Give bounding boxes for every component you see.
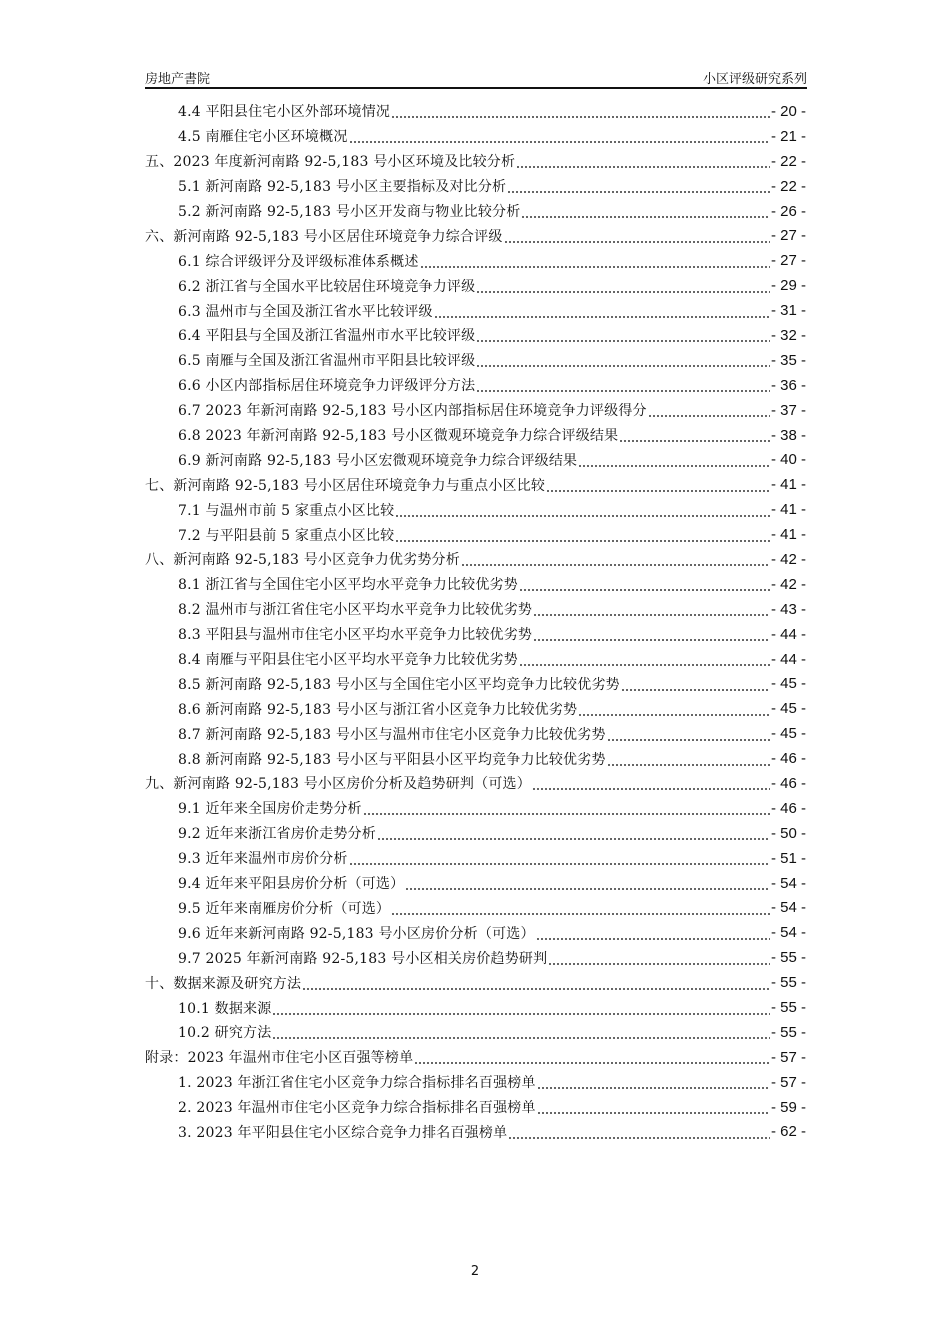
toc-section-entry[interactable] [145, 174, 806, 199]
toc-entry-title: 8.3 平阳县与温州市住宅小区平均水平竞争力比较优劣势 [178, 627, 533, 644]
toc-section-entry[interactable] [145, 796, 806, 821]
toc-dot-leader [405, 878, 770, 892]
toc-entry-page: - 22 - [770, 152, 806, 170]
toc-entry-page: - 43 - [770, 600, 806, 618]
toc-section-entry[interactable] [145, 597, 806, 622]
toc-section-entry[interactable] [145, 1070, 806, 1095]
toc-entry-title: 六、新河南路 92-5,183 号小区居住环境竞争力综合评级 [145, 228, 503, 245]
toc-dot-leader [420, 256, 770, 270]
toc-entry-page: - 41 - [770, 501, 806, 519]
toc-chapter-entry[interactable] [145, 970, 806, 995]
toc-section-entry[interactable] [145, 1095, 806, 1120]
toc-entry-page: - 46 - [770, 774, 806, 792]
toc-section-entry[interactable] [145, 572, 806, 597]
toc-dot-leader [621, 679, 770, 693]
toc-chapter-entry[interactable] [145, 771, 806, 796]
toc-section-entry[interactable] [145, 497, 806, 522]
toc-entry-page: - 21 - [770, 127, 806, 145]
toc-entry-page: - 35 - [770, 351, 806, 369]
toc-dot-leader [537, 1102, 770, 1116]
toc-dot-leader [377, 828, 770, 842]
toc-entry-page: - 57 - [770, 1073, 806, 1091]
toc-entry-page: - 26 - [770, 202, 806, 220]
toc-section-entry[interactable] [145, 821, 806, 846]
toc-entry-title: 8.2 温州市与浙江省住宅小区平均水平竞争力比较优劣势 [178, 602, 533, 619]
toc-entry-title: 6.3 温州市与全国及浙江省水平比较评级 [178, 303, 433, 320]
toc-section-entry[interactable] [145, 373, 806, 398]
toc-section-entry[interactable] [145, 248, 806, 273]
toc-dot-leader [533, 604, 770, 618]
toc-section-entry[interactable] [145, 696, 806, 721]
toc-dot-leader [508, 1127, 770, 1141]
toc-dot-leader [476, 330, 770, 344]
toc-dot-leader [476, 355, 770, 369]
toc-dot-leader [391, 903, 770, 917]
toc-entry-page: - 50 - [770, 824, 806, 842]
toc-entry-page: - 45 - [770, 675, 806, 693]
toc-entry-title: 2. 2023 年温州市住宅小区竞争力综合指标排名百强榜单 [178, 1100, 536, 1117]
toc-entry-page: - 55 - [770, 949, 806, 967]
toc-entry-page: - 51 - [770, 849, 806, 867]
toc-entry-page: - 59 - [770, 1098, 806, 1116]
toc-section-entry[interactable] [145, 398, 806, 423]
toc-entry-page: - 20 - [770, 102, 806, 120]
toc-section-entry[interactable] [145, 1020, 806, 1045]
toc-entry-title: 6.4 平阳县与全国及浙江省温州市水平比较评级 [178, 328, 476, 345]
toc-entry-page: - 54 - [770, 899, 806, 917]
toc-dot-leader [302, 978, 770, 992]
toc-entry-title: 6.5 南雁与全国及浙江省温州市平阳县比较评级 [178, 353, 476, 370]
toc-entry-title: 9.6 近年来新河南路 92-5,183 号小区房价分析（可选） [178, 925, 535, 942]
toc-dot-leader [476, 281, 770, 295]
toc-section-entry[interactable] [145, 920, 806, 945]
toc-section-entry[interactable] [145, 273, 806, 298]
toc-entry-title: 9.4 近年来平阳县房价分析（可选） [178, 876, 405, 893]
toc-entry-page: - 57 - [770, 1048, 806, 1066]
toc-entry-title: 9.3 近年来温州市房价分析 [178, 851, 348, 868]
toc-section-entry[interactable] [145, 871, 806, 896]
toc-dot-leader [519, 654, 770, 668]
toc-dot-leader [546, 480, 770, 494]
toc-dot-leader [519, 579, 770, 593]
toc-entry-page: - 22 - [770, 177, 806, 195]
toc-entry-title: 7.2 与平阳县前 5 家重点小区比较 [178, 527, 395, 544]
toc-entry-page: - 54 - [770, 924, 806, 942]
toc-entry-title: 6.7 2023 年新河南路 92-5,183 号小区内部指标居住环境竞争力评级得分 [178, 403, 647, 420]
toc-dot-leader [533, 629, 770, 643]
toc-entry-title: 8.7 新河南路 92-5,183 号小区与温州市住宅小区竞争力比较优劣势 [178, 726, 606, 743]
toc-chapter-entry[interactable] [145, 223, 806, 248]
toc-entry-title: 十、数据来源及研究方法 [145, 975, 302, 992]
toc-entry-title: 8.1 浙江省与全国住宅小区平均水平竞争力比较优劣势 [178, 577, 518, 594]
toc-dot-leader [395, 530, 770, 544]
toc-entry-page: - 40 - [770, 451, 806, 469]
toc-dot-leader [461, 554, 770, 568]
toc-entry-title: 9.5 近年来南雁房价分析（可选） [178, 900, 391, 917]
table-of-contents [145, 99, 806, 1144]
toc-section-entry[interactable] [145, 522, 806, 547]
toc-entry-title: 6.2 浙江省与全国水平比较居住环境竞争力评级 [178, 278, 476, 295]
toc-section-entry[interactable] [145, 348, 806, 373]
toc-chapter-entry[interactable] [145, 149, 806, 174]
toc-entry-page: - 46 - [770, 799, 806, 817]
toc-section-entry[interactable] [145, 447, 806, 472]
toc-entry-title: 4.4 平阳县住宅小区外部环境情况 [178, 104, 391, 121]
toc-chapter-entry[interactable] [145, 1045, 806, 1070]
toc-section-entry[interactable] [145, 298, 806, 323]
toc-entry-page: - 46 - [770, 750, 806, 768]
toc-entry-title: 1. 2023 年浙江省住宅小区竞争力综合指标排名百强榜单 [178, 1075, 536, 1092]
toc-entry-page: - 38 - [770, 426, 806, 444]
page-header [145, 66, 807, 86]
toc-entry-page: - 42 - [770, 550, 806, 568]
toc-entry-title: 附录：2023 年温州市住宅小区百强等榜单 [145, 1050, 414, 1067]
toc-entry-title: 9.7 2025 年新河南路 92-5,183 号小区相关房价趋势研判 [178, 950, 548, 967]
toc-entry-title: 八、新河南路 92-5,183 号小区竞争力优劣势分析 [145, 552, 460, 569]
toc-dot-leader [395, 505, 770, 519]
toc-dot-leader [349, 131, 770, 145]
toc-section-entry[interactable] [145, 622, 806, 647]
toc-entry-page: - 55 - [770, 1023, 806, 1041]
toc-dot-leader [648, 405, 770, 419]
toc-dot-leader [504, 231, 770, 245]
toc-dot-leader [476, 380, 770, 394]
toc-entry-page: - 45 - [770, 725, 806, 743]
toc-entry-title: 7.1 与温州市前 5 家重点小区比较 [178, 502, 395, 519]
toc-entry-title: 8.4 南雁与平阳县住宅小区平均水平竞争力比较优劣势 [178, 652, 518, 669]
toc-dot-leader [619, 430, 770, 444]
toc-dot-leader [363, 803, 770, 817]
toc-entry-page: - 41 - [770, 526, 806, 544]
toc-entry-title: 七、新河南路 92-5,183 号小区居住环境竞争力与重点小区比较 [145, 477, 546, 494]
toc-chapter-entry[interactable] [145, 472, 806, 497]
toc-entry-page: - 54 - [770, 874, 806, 892]
toc-section-entry[interactable] [145, 1120, 806, 1145]
toc-dot-leader [414, 1052, 770, 1066]
toc-section-entry[interactable] [145, 995, 806, 1020]
toc-entry-page: - 42 - [770, 575, 806, 593]
toc-entry-title: 8.8 新河南路 92-5,183 号小区与平阳县小区平均竞争力比较优劣势 [178, 751, 606, 768]
toc-section-entry[interactable] [145, 846, 806, 871]
toc-entry-title: 3. 2023 年平阳县住宅小区综合竞争力排名百强榜单 [178, 1124, 508, 1141]
toc-section-entry[interactable] [145, 99, 806, 124]
toc-dot-leader [349, 853, 770, 867]
toc-dot-leader [272, 1027, 770, 1041]
toc-section-entry[interactable] [145, 721, 806, 746]
toc-section-entry[interactable] [145, 746, 806, 771]
toc-entry-page: - 27 - [770, 252, 806, 270]
toc-dot-leader [548, 953, 770, 967]
header-rule [145, 87, 807, 89]
toc-section-entry[interactable] [145, 323, 806, 348]
toc-entry-title: 5.2 新河南路 92-5,183 号小区开发商与物业比较分析 [178, 204, 521, 220]
toc-entry-page: - 41 - [770, 476, 806, 494]
toc-entry-title: 10.1 数据来源 [178, 1000, 272, 1017]
toc-entry-title: 五、2023 年度新河南路 92-5,183 号小区环境及比较分析 [145, 154, 516, 171]
toc-entry-page: - 55 - [770, 974, 806, 992]
toc-entry-title: 6.1 综合评级评分及评级标准体系概述 [178, 253, 419, 270]
toc-entry-page: - 36 - [770, 376, 806, 394]
toc-dot-leader [521, 206, 770, 220]
toc-entry-title: 9.1 近年来全国房价走势分析 [178, 801, 362, 818]
toc-dot-leader [272, 1003, 770, 1017]
header-publisher: 房地产書院 [145, 72, 211, 87]
toc-dot-leader [537, 1077, 770, 1091]
toc-entry-page: - 37 - [770, 401, 806, 419]
toc-entry-page: - 55 - [770, 999, 806, 1016]
toc-entry-title: 6.8 2023 年新河南路 92-5,183 号小区微观环境竞争力综合评级结果 [178, 428, 619, 445]
toc-entry-page: - 45 - [770, 700, 806, 718]
toc-entry-title: 4.5 南雁住宅小区环境概况 [178, 129, 348, 146]
toc-entry-title: 6.6 小区内部指标居住环境竞争力评级评分方法 [178, 378, 476, 395]
toc-dot-leader [391, 106, 770, 120]
toc-section-entry[interactable] [145, 423, 806, 448]
toc-entry-title: 九、新河南路 92-5,183 号小区房价分析及趋势研判（可选） [145, 776, 531, 793]
toc-entry-page: - 29 - [770, 277, 806, 295]
toc-dot-leader [607, 729, 770, 743]
toc-entry-page: - 32 - [770, 326, 806, 344]
toc-dot-leader [532, 778, 770, 792]
toc-dot-leader [578, 704, 770, 718]
toc-section-entry[interactable] [145, 896, 806, 921]
toc-dot-leader [607, 754, 770, 768]
toc-section-entry[interactable] [145, 124, 806, 149]
header-series-title: 小区评级研究系列 [702, 72, 807, 87]
toc-section-entry[interactable] [145, 199, 806, 224]
toc-dot-leader [516, 156, 770, 170]
page-number: 2 [470, 1264, 480, 1279]
toc-entry-title: 6.9 新河南路 92-5,183 号小区宏微观环境竞争力综合评级结果 [178, 452, 578, 469]
toc-entry-page: - 44 - [770, 625, 806, 643]
toc-entry-page: - 44 - [770, 650, 806, 668]
toc-entry-page: - 31 - [770, 302, 806, 320]
toc-dot-leader [507, 181, 770, 195]
toc-entry-title: 10.2 研究方法 [178, 1025, 272, 1042]
toc-entry-page: - 27 - [770, 227, 806, 245]
toc-dot-leader [578, 455, 770, 469]
toc-entry-title: 8.6 新河南路 92-5,183 号小区与浙江省小区竞争力比较优劣势 [178, 701, 578, 718]
toc-entry-title: 9.2 近年来浙江省房价走势分析 [178, 826, 376, 843]
toc-section-entry[interactable] [145, 671, 806, 696]
toc-entry-title: 8.5 新河南路 92-5,183 号小区与全国住宅小区平均竞争力比较优劣势 [178, 676, 620, 693]
toc-section-entry[interactable] [145, 945, 806, 970]
toc-chapter-entry[interactable] [145, 547, 806, 572]
toc-dot-leader [434, 306, 770, 320]
toc-section-entry[interactable] [145, 647, 806, 672]
toc-entry-page: - 62 - [770, 1123, 806, 1141]
toc-dot-leader [536, 928, 770, 942]
toc-entry-title: 5.1 新河南路 92-5,183 号小区主要指标及对比分析 [178, 179, 507, 196]
